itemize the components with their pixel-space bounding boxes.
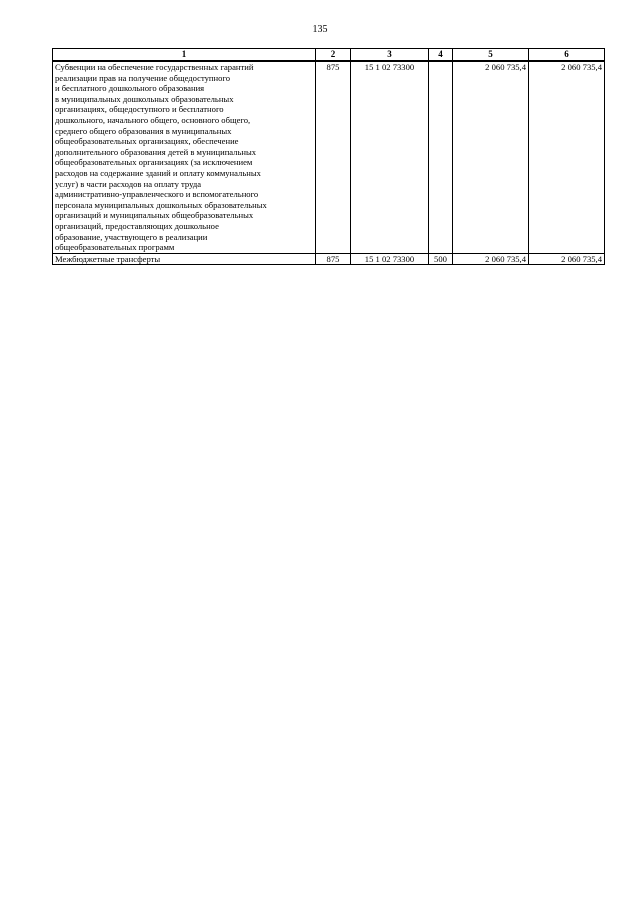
row-name-line: Субвенции на обеспечение государственных гарантий xyxy=(55,62,254,72)
column-header-1: 1 xyxy=(53,49,316,62)
row-expense-type-cell: 500 xyxy=(429,253,453,265)
row-name-line: среднего общего образования в муниципальных xyxy=(55,125,232,136)
row-name-cell xyxy=(53,253,316,265)
row-name-line: образование, участвующего в реализации xyxy=(55,231,208,242)
column-header-2: 2 xyxy=(316,49,351,62)
column-header-4: 4 xyxy=(429,49,453,62)
row-name-line: организациях, общедоступного и бесплатного xyxy=(55,104,224,115)
row-name-line: Межбюджетные трансферты xyxy=(55,253,161,264)
row-amount-cell: 2 060 735,4 xyxy=(453,61,529,253)
row-target-code-cell: 15 1 02 73300 xyxy=(351,253,429,265)
table-row xyxy=(53,253,605,265)
row-code-cell: 875 xyxy=(316,253,351,265)
column-header-6: 6 xyxy=(529,49,605,62)
row-amount-cell: 2 060 735,4 xyxy=(453,253,529,265)
row-amount-cell: 2 060 735,4 xyxy=(529,253,605,265)
column-header-3: 3 xyxy=(351,49,429,62)
row-name-line: персонала муниципальных дошкольных образовательных xyxy=(55,199,267,210)
page-number: 135 xyxy=(312,24,328,35)
row-name-line: организаций и муниципальных общеобразовательных xyxy=(55,210,254,221)
row-name-line: дошкольного, начального общего, основного общего, xyxy=(55,114,251,125)
row-name-line: и бесплатного дошкольного образования xyxy=(55,83,205,94)
row-name-line: реализации прав на получение общедоступного xyxy=(55,72,231,83)
row-name-line: административно-управленческого и вспомогательного xyxy=(55,189,259,200)
row-expense-type-cell xyxy=(429,61,453,253)
row-target-code-cell: 15 1 02 73300 xyxy=(351,61,429,253)
row-name-cell xyxy=(53,61,316,253)
table-row xyxy=(53,61,605,253)
row-name-line: расходов на содержание зданий и оплату коммунальных xyxy=(55,167,261,178)
column-header-5: 5 xyxy=(453,49,529,62)
row-name-line: дополнительного образования детей в муниципальных xyxy=(55,146,257,157)
table-header-row xyxy=(53,49,605,62)
row-amount-cell: 2 060 735,4 xyxy=(529,61,605,253)
row-name-line: общеобразовательных организациях, обеспечение xyxy=(55,136,239,147)
row-name-line: общеобразовательных программ xyxy=(55,242,175,253)
row-name-line: услуг) в части расходов на оплату труда xyxy=(55,178,202,189)
row-name-line: организаций, предоставляющих дошкольное xyxy=(55,220,219,231)
row-name-line: общеобразовательных организациях (за исключением xyxy=(55,157,253,168)
budget-table xyxy=(52,48,605,265)
row-code-cell: 875 xyxy=(316,61,351,253)
row-name-line: в муниципальных дошкольных образовательных xyxy=(55,93,234,104)
